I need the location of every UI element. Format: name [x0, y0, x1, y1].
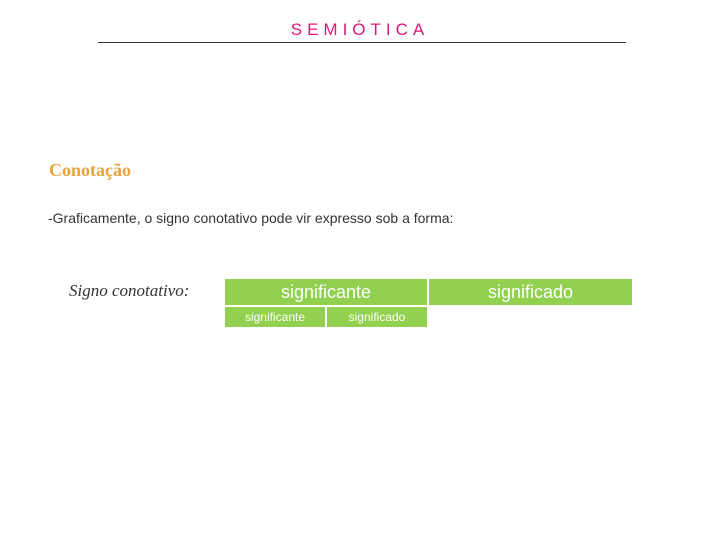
- intro-text: -Graficamente, o signo conotativo pode vir expresso sob a forma:: [48, 210, 454, 226]
- title-divider: [98, 42, 626, 43]
- significado-sub-box: [327, 307, 427, 327]
- significante-main-box: [225, 279, 427, 305]
- significado-main-label: significado: [487, 281, 574, 302]
- signo-conotativo-label: Signo conotativo:: [69, 281, 190, 300]
- page-title: SEMIÓTICA: [290, 20, 430, 39]
- significado-sub-label: significado: [348, 310, 406, 324]
- significado-main-box: [429, 279, 632, 305]
- section-heading: Conotação: [49, 160, 131, 180]
- significante-main-label: significante: [280, 281, 372, 302]
- significante-sub-box: [225, 307, 325, 327]
- significante-sub-label: significante: [244, 310, 306, 324]
